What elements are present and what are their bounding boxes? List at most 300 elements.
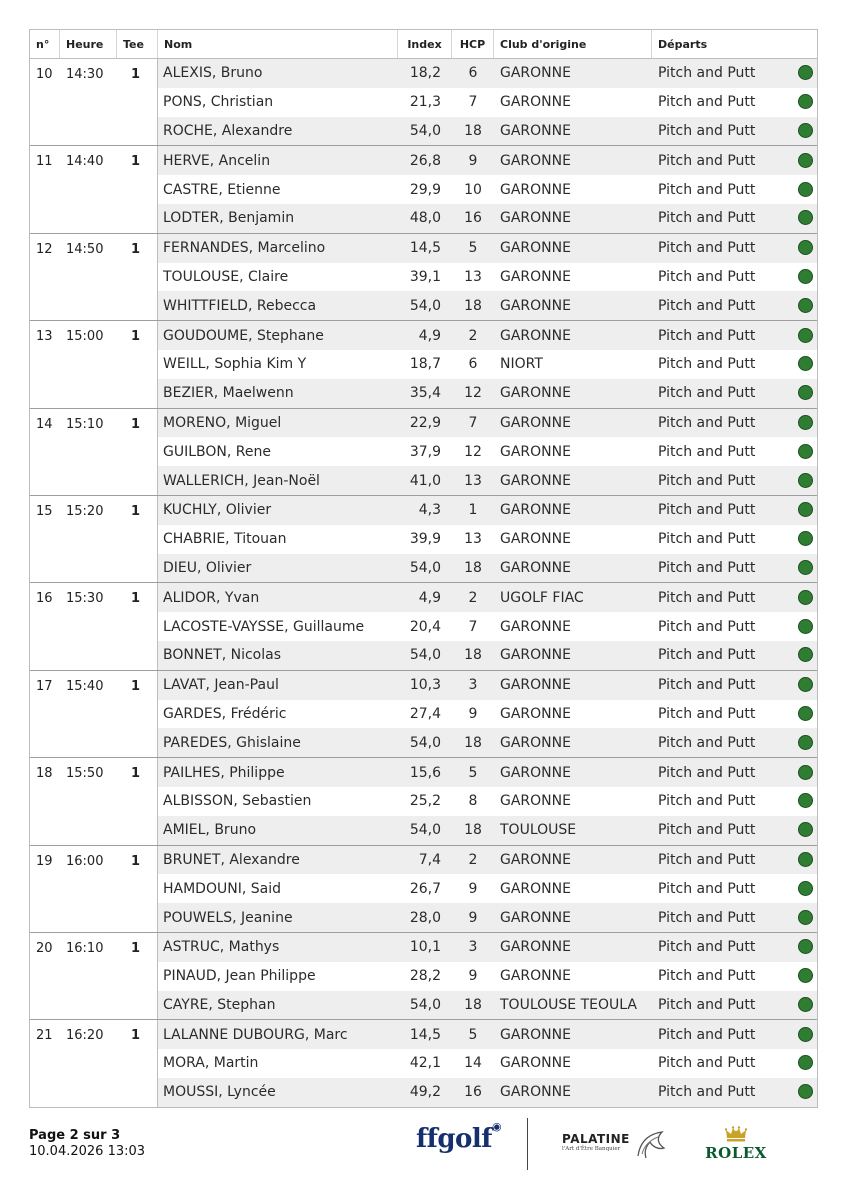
- player-club: GARONNE: [500, 65, 571, 82]
- player-name: WEILL, Sophia Kim Y: [163, 356, 307, 373]
- group-players: [157, 583, 817, 669]
- header-club: Club d'origine: [493, 30, 651, 58]
- tee-color-dot-icon: [798, 269, 813, 284]
- tee-color-dot-icon: [798, 1027, 813, 1042]
- page-number: Page 2 sur 3: [29, 1128, 121, 1143]
- player-depart-label: Pitch and Putt: [658, 531, 756, 548]
- player-club: GARONNE: [500, 559, 571, 576]
- group-time: 14:30: [66, 67, 104, 82]
- player-club: GARONNE: [500, 502, 571, 519]
- tee-color-dot-icon: [798, 997, 813, 1012]
- player-club: GARONNE: [500, 968, 571, 985]
- tee-color-dot-icon: [798, 939, 813, 954]
- group-tee: 1: [131, 766, 141, 782]
- header-tee: Tee: [116, 30, 157, 58]
- ffgolf-text: ffgolf: [416, 1124, 492, 1154]
- player-index: 18,2: [409, 65, 441, 82]
- player-hcp: 9: [468, 152, 478, 169]
- tee-color-dot-icon: [798, 385, 813, 400]
- player-hcp: 3: [468, 677, 478, 694]
- group-tee: 1: [131, 154, 141, 170]
- player-index: 4,9: [418, 327, 441, 344]
- group-number: 10: [36, 67, 53, 82]
- header-index: Index: [397, 30, 451, 58]
- player-depart-label: Pitch and Putt: [658, 240, 756, 257]
- group-info: [30, 758, 157, 844]
- player-club: GARONNE: [500, 152, 571, 169]
- player-hcp: 5: [468, 240, 478, 257]
- player-index: 14,5: [409, 240, 441, 257]
- player-index: 35,4: [409, 385, 441, 402]
- player-depart: [652, 444, 817, 460]
- player-row: [158, 146, 817, 175]
- group-info: [30, 933, 157, 1019]
- tee-color-dot-icon: [798, 210, 813, 225]
- player-depart-label: Pitch and Putt: [658, 851, 756, 868]
- player-row: [158, 204, 817, 233]
- group-players: [157, 321, 817, 407]
- player-name: BONNET, Nicolas: [163, 647, 282, 664]
- player-row: [158, 59, 817, 88]
- tee-color-dot-icon: [798, 444, 813, 459]
- group-tee: 1: [131, 1028, 141, 1044]
- group-tee: 1: [131, 329, 141, 345]
- player-index: 20,4: [409, 618, 441, 635]
- player-index: 4,9: [418, 589, 441, 606]
- player-club: GARONNE: [500, 647, 571, 664]
- player-name: ALIDOR, Yvan: [163, 589, 260, 606]
- player-depart-label: Pitch and Putt: [658, 122, 756, 139]
- tee-group: [30, 1020, 817, 1106]
- group-info: [30, 671, 157, 757]
- player-hcp: 10: [464, 181, 482, 198]
- player-name: PONS, Christian: [163, 94, 274, 111]
- player-hcp: 7: [468, 618, 478, 635]
- player-name: FERNANDES, Marcelino: [163, 240, 326, 257]
- player-depart-label: Pitch and Putt: [658, 268, 756, 285]
- group-tee: 1: [131, 678, 141, 694]
- player-index: 29,9: [409, 181, 441, 198]
- player-hcp: 13: [464, 268, 482, 285]
- player-hcp: 6: [468, 356, 478, 373]
- player-depart-label: Pitch and Putt: [658, 677, 756, 694]
- tee-times-table: [29, 29, 818, 1108]
- table-header: [30, 30, 817, 59]
- group-time: 15:20: [66, 503, 104, 519]
- player-row: [158, 554, 817, 583]
- player-depart: [652, 385, 817, 401]
- player-hcp: 3: [468, 939, 478, 956]
- player-name: HAMDOUNI, Said: [163, 880, 281, 897]
- player-row: [158, 379, 817, 408]
- player-depart-label: Pitch and Putt: [658, 152, 756, 169]
- player-hcp: 14: [464, 1055, 482, 1072]
- group-players: [157, 496, 817, 582]
- ffgolf-logo: [416, 1120, 502, 1154]
- player-depart: [652, 706, 817, 722]
- group-players: [157, 146, 817, 232]
- player-hcp: 16: [464, 1084, 482, 1101]
- player-club: GARONNE: [500, 1055, 571, 1072]
- player-index: 54,0: [409, 647, 441, 664]
- player-depart: [652, 881, 817, 897]
- player-depart-label: Pitch and Putt: [658, 414, 756, 431]
- tee-group: [30, 846, 817, 933]
- player-row: [158, 787, 817, 816]
- group-tee: 1: [131, 503, 141, 519]
- player-name: GARDES, Frédéric: [163, 705, 287, 722]
- player-hcp: 6: [468, 65, 478, 82]
- group-number: 14: [36, 416, 53, 432]
- player-depart-label: Pitch and Putt: [658, 618, 756, 635]
- group-info: [30, 846, 157, 932]
- tee-color-dot-icon: [798, 356, 813, 371]
- player-row: [158, 175, 817, 204]
- player-name: ALEXIS, Bruno: [163, 65, 263, 82]
- player-depart: [652, 210, 817, 226]
- player-index: 4,3: [418, 502, 441, 519]
- player-hcp: 18: [464, 822, 482, 839]
- player-depart-label: Pitch and Putt: [658, 880, 756, 897]
- player-row: [158, 321, 817, 350]
- player-name: PAILHES, Philippe: [163, 764, 285, 781]
- player-name: DIEU, Olivier: [163, 559, 252, 576]
- player-club: GARONNE: [500, 414, 571, 431]
- tee-color-dot-icon: [798, 968, 813, 983]
- player-index: 10,3: [409, 677, 441, 694]
- tee-group: [30, 933, 817, 1020]
- group-tee: 1: [131, 241, 141, 257]
- group-time: 16:20: [66, 1028, 104, 1044]
- player-index: 54,0: [409, 822, 441, 839]
- rolex-text: ROLEX: [705, 1144, 767, 1162]
- player-name: CAYRE, Stephan: [163, 996, 276, 1013]
- player-name: PINAUD, Jean Philippe: [163, 968, 316, 985]
- player-depart-label: Pitch and Putt: [658, 297, 756, 314]
- player-row: [158, 88, 817, 117]
- rolex-crown-icon: [725, 1126, 747, 1142]
- group-players: [157, 671, 817, 757]
- player-club: GARONNE: [500, 939, 571, 956]
- player-index: 54,0: [409, 297, 441, 314]
- player-index: 39,1: [409, 268, 441, 285]
- tee-color-dot-icon: [798, 415, 813, 430]
- print-datetime: 10.04.2026 13:03: [29, 1144, 146, 1159]
- player-name: LODTER, Benjamin: [163, 210, 295, 227]
- tee-color-dot-icon: [798, 590, 813, 605]
- player-hcp: 7: [468, 94, 478, 111]
- player-name: CHABRIE, Titouan: [163, 531, 287, 548]
- group-number: 13: [36, 329, 53, 345]
- player-hcp: 18: [464, 297, 482, 314]
- group-players: [157, 409, 817, 495]
- player-depart: [652, 298, 817, 314]
- ffgolf-ball-icon: ◉: [491, 1120, 502, 1133]
- player-club: GARONNE: [500, 443, 571, 460]
- player-row: [158, 583, 817, 612]
- player-name: LALANNE DUBOURG, Marc: [163, 1026, 348, 1043]
- tee-color-dot-icon: [798, 182, 813, 197]
- player-index: 22,9: [409, 414, 441, 431]
- player-depart: [652, 647, 817, 663]
- player-depart: [652, 1027, 817, 1043]
- player-club: GARONNE: [500, 1026, 571, 1043]
- tee-color-dot-icon: [798, 328, 813, 343]
- player-name: LAVAT, Jean-Paul: [163, 677, 279, 694]
- player-depart: [652, 328, 817, 344]
- player-depart-label: Pitch and Putt: [658, 647, 756, 664]
- tee-color-dot-icon: [798, 706, 813, 721]
- group-number: 17: [36, 678, 53, 694]
- player-depart: [652, 735, 817, 751]
- player-depart: [652, 240, 817, 256]
- tee-color-dot-icon: [798, 677, 813, 692]
- player-row: [158, 437, 817, 466]
- palatine-name: PALATINE: [562, 1132, 630, 1146]
- player-row: [158, 496, 817, 525]
- player-depart-label: Pitch and Putt: [658, 472, 756, 489]
- player-depart-label: Pitch and Putt: [658, 94, 756, 111]
- group-time: 16:00: [66, 853, 104, 869]
- groups-body: [30, 59, 817, 1107]
- group-time: 14:50: [66, 241, 104, 257]
- player-row: [158, 816, 817, 845]
- tee-color-dot-icon: [798, 735, 813, 750]
- group-time: 15:50: [66, 766, 104, 782]
- player-index: 26,7: [409, 880, 441, 897]
- player-row: [158, 525, 817, 554]
- tee-color-dot-icon: [798, 793, 813, 808]
- tee-color-dot-icon: [798, 502, 813, 517]
- tee-color-dot-icon: [798, 65, 813, 80]
- player-hcp: 5: [468, 1026, 478, 1043]
- player-club: GARONNE: [500, 909, 571, 926]
- player-name: CASTRE, Etienne: [163, 181, 281, 198]
- group-number: 11: [36, 154, 53, 170]
- group-time: 15:40: [66, 678, 104, 694]
- player-depart: [652, 793, 817, 809]
- tee-color-dot-icon: [798, 1055, 813, 1070]
- group-info: [30, 409, 157, 495]
- player-depart-label: Pitch and Putt: [658, 734, 756, 751]
- group-time: 15:30: [66, 591, 104, 607]
- player-hcp: 18: [464, 734, 482, 751]
- palatine-logo: [562, 1132, 630, 1152]
- tee-color-dot-icon: [798, 852, 813, 867]
- player-club: GARONNE: [500, 181, 571, 198]
- player-name: ROCHE, Alexandre: [163, 122, 293, 139]
- group-info: [30, 234, 157, 320]
- group-players: [157, 59, 817, 145]
- tee-group: [30, 496, 817, 583]
- group-tee: 1: [131, 416, 141, 432]
- player-name: HERVE, Ancelin: [163, 152, 271, 169]
- player-depart-label: Pitch and Putt: [658, 210, 756, 227]
- player-depart: [652, 182, 817, 198]
- group-time: 15:00: [66, 329, 104, 345]
- group-players: [157, 846, 817, 932]
- player-depart: [652, 560, 817, 576]
- group-info: [30, 59, 157, 145]
- group-tee: 1: [131, 67, 141, 82]
- player-row: [158, 962, 817, 991]
- player-index: 14,5: [409, 1026, 441, 1043]
- player-index: 37,9: [409, 443, 441, 460]
- player-hcp: 2: [468, 589, 478, 606]
- player-depart: [652, 356, 817, 372]
- player-name: POUWELS, Jeanine: [163, 909, 293, 926]
- group-number: 21: [36, 1028, 53, 1044]
- player-depart-label: Pitch and Putt: [658, 705, 756, 722]
- player-row: [158, 350, 817, 379]
- player-hcp: 2: [468, 851, 478, 868]
- player-name: BRUNET, Alexandre: [163, 851, 300, 868]
- tee-color-dot-icon: [798, 560, 813, 575]
- header-departs: Départs: [651, 30, 817, 58]
- tee-color-dot-icon: [798, 298, 813, 313]
- player-club: UGOLF FIAC: [500, 589, 584, 606]
- group-players: [157, 933, 817, 1019]
- player-depart: [652, 590, 817, 606]
- player-club: GARONNE: [500, 677, 571, 694]
- player-depart: [652, 473, 817, 489]
- player-depart: [652, 968, 817, 984]
- player-index: 54,0: [409, 122, 441, 139]
- player-club: NIORT: [500, 356, 543, 373]
- group-info: [30, 496, 157, 582]
- player-row: [158, 903, 817, 932]
- player-depart: [652, 822, 817, 838]
- player-hcp: 18: [464, 647, 482, 664]
- header-hcp: HCP: [451, 30, 493, 58]
- player-depart-label: Pitch and Putt: [658, 356, 756, 373]
- player-depart-label: Pitch and Putt: [658, 385, 756, 402]
- rolex-logo: [703, 1126, 769, 1162]
- player-name: PAREDES, Ghislaine: [163, 734, 301, 751]
- player-index: 39,9: [409, 531, 441, 548]
- logo-divider: [527, 1118, 528, 1170]
- player-depart-label: Pitch and Putt: [658, 443, 756, 460]
- player-name: MORA, Martin: [163, 1055, 259, 1072]
- player-index: 54,0: [409, 996, 441, 1013]
- player-hcp: 18: [464, 122, 482, 139]
- player-depart: [652, 502, 817, 518]
- tee-color-dot-icon: [798, 647, 813, 662]
- player-depart: [652, 1055, 817, 1071]
- player-depart: [652, 619, 817, 635]
- player-index: 15,6: [409, 764, 441, 781]
- group-info: [30, 146, 157, 232]
- group-time: 16:10: [66, 940, 104, 956]
- player-hcp: 1: [468, 502, 478, 519]
- player-depart-label: Pitch and Putt: [658, 1055, 756, 1072]
- player-index: 25,2: [409, 793, 441, 810]
- player-club: GARONNE: [500, 618, 571, 635]
- player-index: 7,4: [418, 851, 441, 868]
- header-name: Nom: [157, 30, 397, 58]
- player-hcp: 13: [464, 531, 482, 548]
- player-depart-label: Pitch and Putt: [658, 1026, 756, 1043]
- group-time: 15:10: [66, 416, 104, 432]
- player-row: [158, 291, 817, 320]
- player-row: [158, 933, 817, 962]
- player-club: GARONNE: [500, 1084, 571, 1101]
- player-index: 41,0: [409, 472, 441, 489]
- player-hcp: 9: [468, 705, 478, 722]
- player-row: [158, 1020, 817, 1049]
- player-hcp: 13: [464, 472, 482, 489]
- player-row: [158, 612, 817, 641]
- group-info: [30, 1020, 157, 1106]
- tee-group: [30, 59, 817, 146]
- tee-group: [30, 234, 817, 321]
- player-hcp: 18: [464, 559, 482, 576]
- group-players: [157, 234, 817, 320]
- player-depart-label: Pitch and Putt: [658, 939, 756, 956]
- player-index: 54,0: [409, 734, 441, 751]
- player-index: 49,2: [409, 1084, 441, 1101]
- player-club: GARONNE: [500, 472, 571, 489]
- tee-color-dot-icon: [798, 822, 813, 837]
- player-hcp: 16: [464, 210, 482, 227]
- player-depart: [652, 765, 817, 781]
- player-depart: [652, 415, 817, 431]
- player-name: ASTRUC, Mathys: [163, 939, 280, 956]
- player-club: TOULOUSE: [500, 822, 577, 839]
- player-club: GARONNE: [500, 210, 571, 227]
- player-club: GARONNE: [500, 385, 571, 402]
- tee-color-dot-icon: [798, 153, 813, 168]
- player-name: GUILBON, Rene: [163, 443, 271, 460]
- player-row: [158, 671, 817, 700]
- player-club: GARONNE: [500, 268, 571, 285]
- player-club: GARONNE: [500, 297, 571, 314]
- tee-group: [30, 758, 817, 845]
- player-index: 26,8: [409, 152, 441, 169]
- tee-color-dot-icon: [798, 765, 813, 780]
- player-club: GARONNE: [500, 94, 571, 111]
- player-hcp: 9: [468, 968, 478, 985]
- player-name: ALBISSON, Sebastien: [163, 793, 312, 810]
- player-depart-label: Pitch and Putt: [658, 1084, 756, 1101]
- palatine-horse-icon: [634, 1128, 668, 1160]
- player-club: GARONNE: [500, 240, 571, 257]
- tee-color-dot-icon: [798, 881, 813, 896]
- player-depart: [652, 65, 817, 81]
- player-depart: [652, 1084, 817, 1100]
- group-players: [157, 1020, 817, 1106]
- tee-group: [30, 671, 817, 758]
- player-hcp: 18: [464, 996, 482, 1013]
- player-index: 28,2: [409, 968, 441, 985]
- player-name: WHITTFIELD, Rebecca: [163, 297, 317, 314]
- group-number: 12: [36, 241, 53, 257]
- player-hcp: 8: [468, 793, 478, 810]
- player-row: [158, 846, 817, 875]
- player-row: [158, 466, 817, 495]
- player-index: 10,1: [409, 939, 441, 956]
- player-hcp: 9: [468, 880, 478, 897]
- group-tee: 1: [131, 591, 141, 607]
- player-row: [158, 1078, 817, 1107]
- player-name: MORENO, Miguel: [163, 414, 282, 431]
- player-hcp: 5: [468, 764, 478, 781]
- player-club: TOULOUSE TEOULA: [500, 996, 637, 1013]
- tee-color-dot-icon: [798, 619, 813, 634]
- player-depart-label: Pitch and Putt: [658, 181, 756, 198]
- player-index: 18,7: [409, 356, 441, 373]
- player-row: [158, 263, 817, 292]
